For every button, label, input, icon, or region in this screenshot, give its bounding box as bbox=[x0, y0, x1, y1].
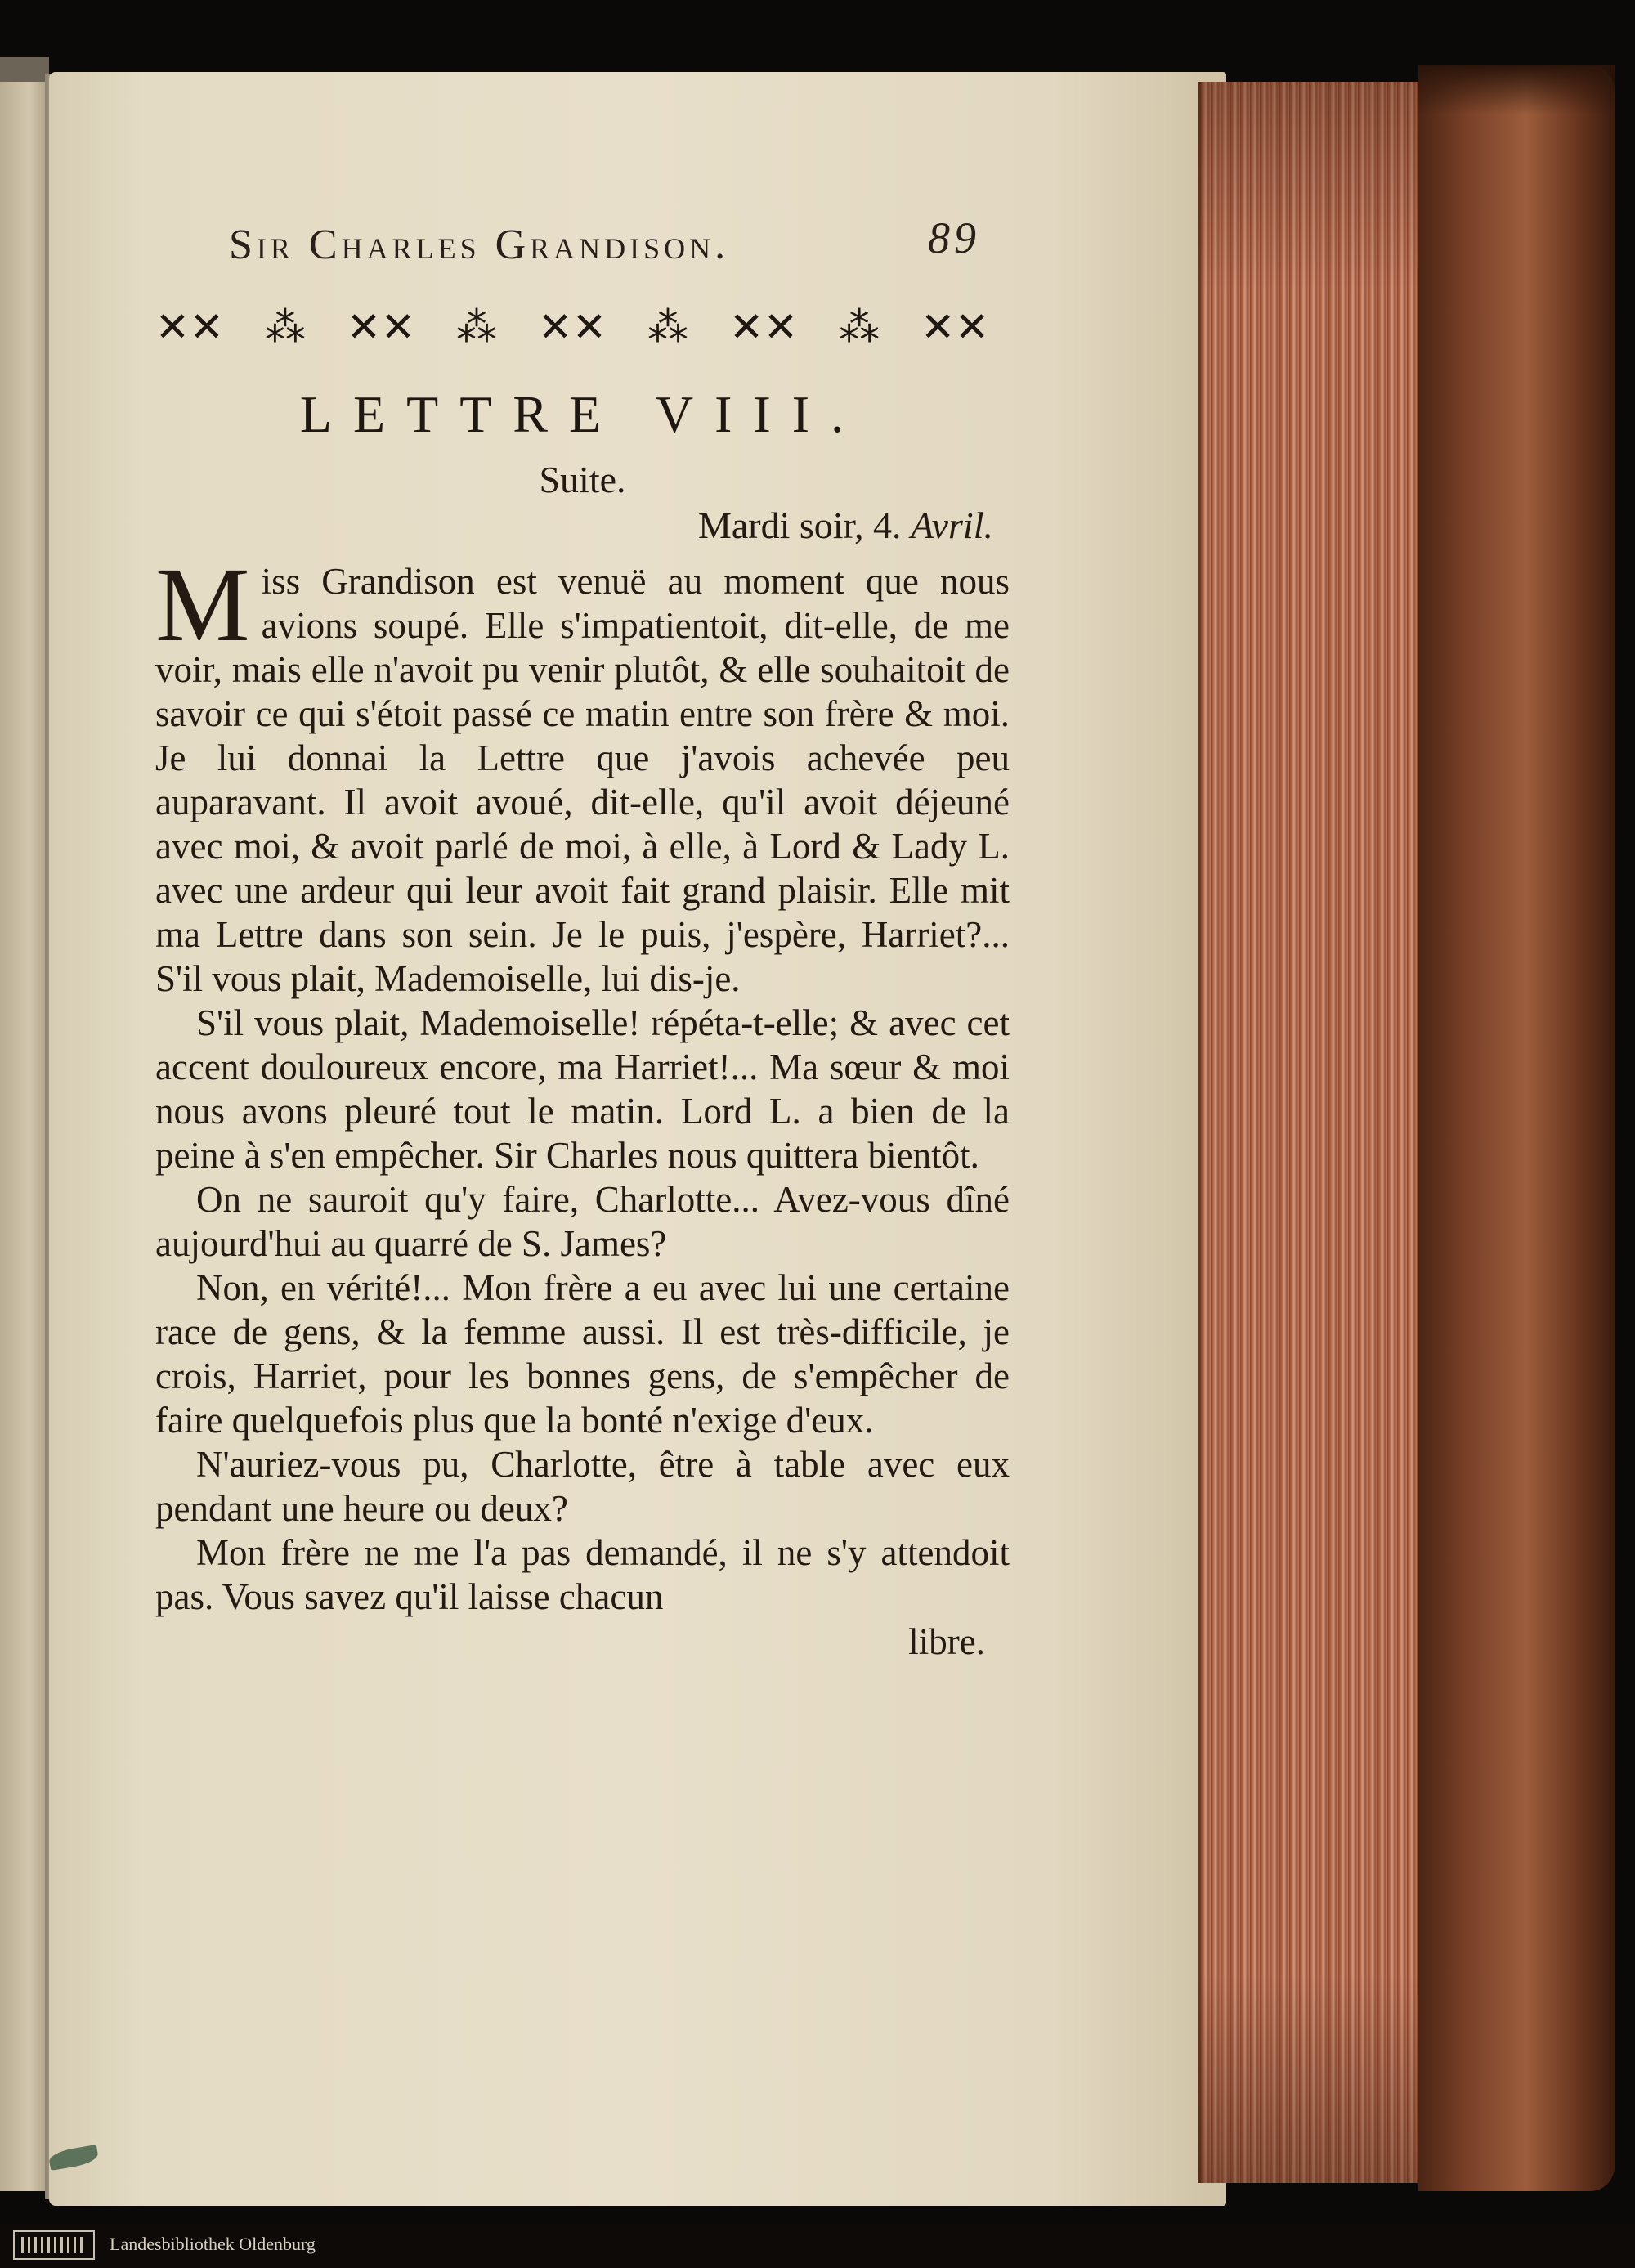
paragraph: N'auriez-vous pu, Charlotte, être à table avec eux pendant une heure ou deux? bbox=[155, 1444, 1010, 1529]
letter-subtitle: Suite. bbox=[539, 459, 626, 500]
ornament-glyph: ✕✕ bbox=[921, 303, 989, 351]
library-name: Landesbibliothek Oldenburg bbox=[110, 2234, 316, 2254]
page-edges-shade bbox=[1198, 82, 1422, 2183]
paragraph: S'il vous plait, Mademoiselle! répéta-t-elle; & avec cet accent douloureux encore, ma Harriet!... Ma sœur & moi nous avons pleuré tout le matin. Lord L. a bien de la peine à s'en empêcher. Sir Charles nous quittera bientôt. bbox=[155, 1002, 1010, 1176]
paragraph: Non, en vérité!... Mon frère a eu avec lui une certaine race de gens, & la femme aussi. Il est très-difficile, je crois, Harriet, pour les bonnes gens, de s'empêcher de faire quelquefois plus que la bonté n'exige d'eux. bbox=[155, 1267, 1010, 1441]
paragraph bbox=[155, 546, 1010, 1001]
paragraph: Mon frère ne me l'a pas demandé, il ne s'y attendoit pas. Vous savez qu'il laisse chacun bbox=[155, 1532, 1010, 1617]
ornament-glyph: ⁂ bbox=[455, 303, 497, 351]
left-page-edge bbox=[0, 82, 49, 2191]
ornament-band bbox=[155, 294, 989, 360]
running-title: Sir Charles Grandison. bbox=[229, 222, 730, 268]
letter-body bbox=[155, 546, 1010, 1619]
running-header bbox=[155, 213, 1010, 278]
ornament-glyph: ⁂ bbox=[839, 303, 880, 351]
paragraph: On ne sauroit qu'y faire, Charlotte... Avez-vous dîné aujourd'hui au quarré de S. James? bbox=[155, 1179, 1010, 1264]
ornament-glyph: ⁂ bbox=[264, 303, 306, 351]
dateline-text: Mardi soir, 4. bbox=[697, 504, 902, 546]
ornament-glyph: ✕✕ bbox=[538, 303, 607, 351]
ornament-glyph: ✕✕ bbox=[729, 303, 798, 351]
ornament-glyph: ✕✕ bbox=[155, 303, 224, 351]
ornament-glyph: ✕✕ bbox=[347, 303, 415, 351]
page-number: 89 bbox=[928, 213, 980, 262]
book-cover bbox=[1418, 65, 1615, 2191]
text-block bbox=[155, 213, 1010, 1663]
dateline bbox=[155, 504, 1010, 549]
dateline-month: Avril. bbox=[911, 504, 993, 546]
book-cover-shadow bbox=[1418, 65, 1615, 114]
catchword: libre. bbox=[908, 1621, 985, 1662]
drop-cap: M bbox=[155, 546, 250, 664]
letter-title: LETTRE VIII. bbox=[299, 385, 866, 443]
ornament-glyph: ⁂ bbox=[647, 303, 689, 351]
paragraph-text: iss Grandison est venuë au moment que nous avions soupé. Elle s'impatientoit, dit-elle, de me voir, mais elle n'avoit pu venir plutôt, & elle souhaitoit de savoir ce qui s'étoit passé ce matin entre son frère & moi. Je lui donnai la Lettre que j'avois achevée peu auparavant. Il avoit avoué, dit-elle, qu'il avoit déjeuné avec moi, & avoit parlé de moi, à elle, à Lord & Lady L. avec une ardeur qui leur avoit fait grand plaisir. Elle mit ma Lettre dans son sein. Je le puis, j'espère, Harriet?... S'il vous plait, Mademoiselle, lui dis-je. bbox=[155, 561, 1010, 999]
library-logo-icon bbox=[13, 2230, 95, 2260]
